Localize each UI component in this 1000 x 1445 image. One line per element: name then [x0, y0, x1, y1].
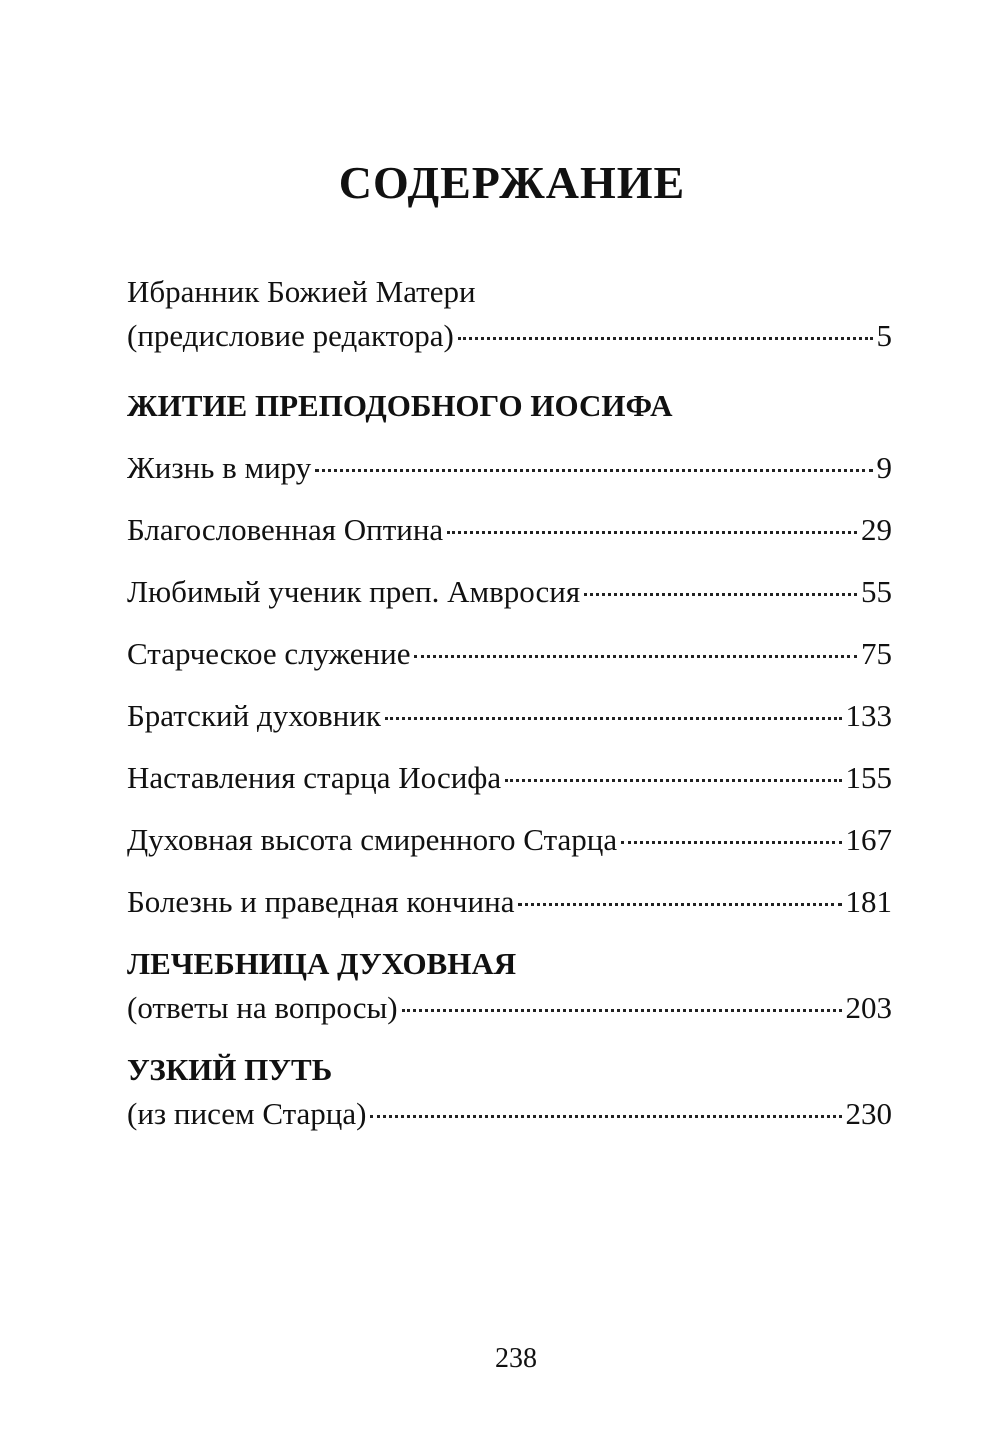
list-item	[127, 818, 892, 862]
preface-title-line: Ибранник Божией Матери	[127, 274, 476, 309]
dot-leader	[414, 655, 857, 658]
entry-label: Благословенная Оптина	[127, 512, 444, 547]
entry-label: Болезнь и праведная кончина	[127, 884, 515, 919]
section-heading-life: ЖИТИЕ ПРЕПОДОБНОГО ИОСИФА	[127, 388, 673, 423]
dot-leader	[385, 717, 842, 720]
entry-label: Любимый ученик преп. Амвросия	[127, 574, 581, 609]
entry-page-number: 9	[876, 450, 892, 485]
entry-label: Наставления старца Иосифа	[127, 760, 502, 795]
entry-page-number: 55	[861, 574, 892, 609]
section-life-entries	[127, 446, 892, 924]
dot-leader	[584, 593, 857, 596]
page-title: СОДЕРЖАНИЕ	[338, 157, 686, 208]
list-item	[127, 694, 892, 738]
folio-page-number: 238	[495, 1343, 537, 1374]
section-heading-clinic: ЛЕЧЕБНИЦА ДУХОВНАЯ	[127, 946, 517, 981]
dot-leader	[315, 469, 872, 472]
dot-leader	[402, 1009, 842, 1012]
dot-leader	[505, 779, 841, 782]
entry-page-number: 155	[845, 760, 892, 795]
entry-label: Жизнь в миру	[127, 450, 312, 485]
section-heading-narrow-path: УЗКИЙ ПУТЬ	[127, 1052, 333, 1087]
dot-leader	[447, 531, 857, 534]
preface-subtitle-line	[127, 314, 892, 358]
dot-leader	[518, 903, 841, 906]
entry-page-number: 230	[845, 1096, 892, 1131]
entry-label: Братский духовник	[127, 698, 381, 733]
list-item	[127, 1092, 892, 1136]
list-item	[127, 632, 892, 676]
dot-leader	[621, 841, 841, 844]
entry-label: (из писем Старца)	[127, 1096, 367, 1131]
list-item	[127, 446, 892, 490]
section-narrow-path	[127, 1048, 892, 1136]
entry-label: (ответы на вопросы)	[127, 990, 398, 1025]
entry-page-number: 75	[861, 636, 892, 671]
section-spiritual-clinic	[127, 942, 892, 1030]
list-item	[127, 880, 892, 924]
entry-page-number: 133	[845, 698, 892, 733]
list-item	[127, 508, 892, 552]
entry-page-number: 29	[861, 512, 892, 547]
list-item	[127, 570, 892, 614]
list-item	[127, 986, 892, 1030]
list-item	[127, 756, 892, 800]
table-of-contents	[127, 270, 892, 1136]
entry-label: Духовная высота смиренного Старца	[127, 822, 618, 857]
entry-label: Старческое служение	[127, 636, 411, 671]
entry-page-number: 203	[845, 990, 892, 1025]
entry-page-number: 167	[845, 822, 892, 857]
dot-leader	[370, 1115, 841, 1118]
preface-entry	[127, 270, 892, 358]
entry-label: (предисловие редактора)	[127, 318, 454, 353]
entry-page-number: 5	[876, 318, 892, 353]
dot-leader	[458, 337, 873, 340]
entry-page-number: 181	[845, 884, 892, 919]
